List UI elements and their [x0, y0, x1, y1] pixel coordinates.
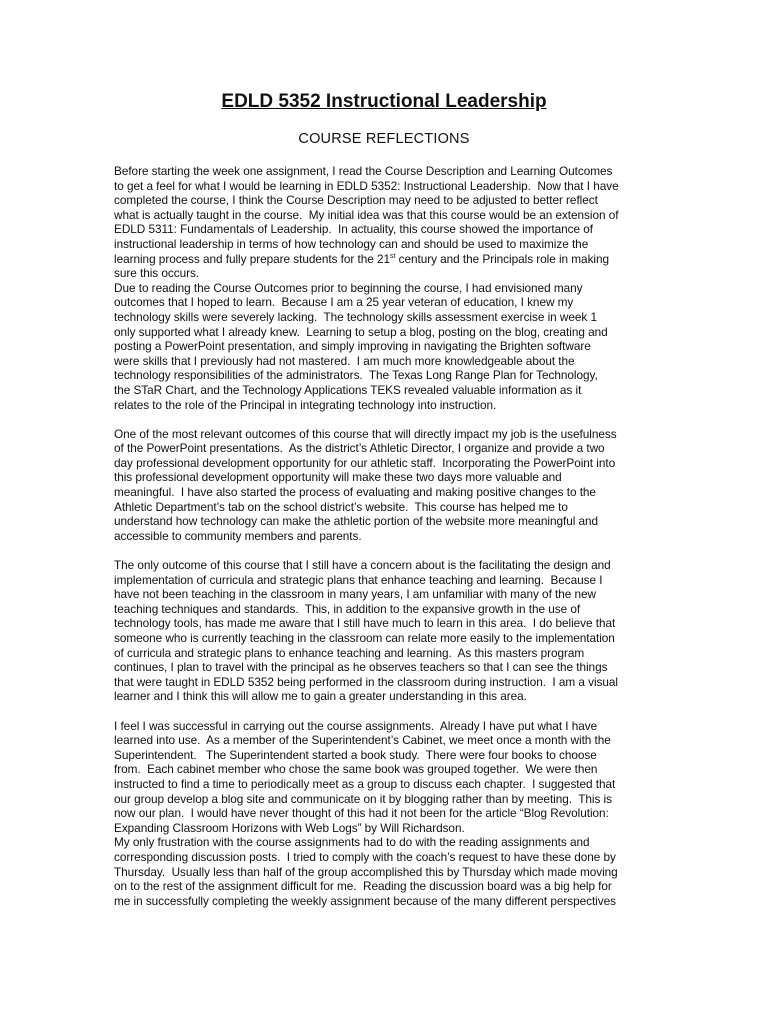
text-line: understand how technology can make the athletic portion of the website more meaningful and	[114, 514, 599, 529]
text-line: sure this occurs.	[114, 266, 200, 281]
text-line: on to the rest of the assignment difficult for me. Reading the discussion board was a big help for	[114, 879, 612, 894]
text-line: Expanding Classroom Horizons with Web Logs” by Will Richardson.	[114, 820, 465, 835]
text-line: from. Each cabinet member who chose the same book was grouped together. We were then	[114, 762, 598, 777]
text-line: that were taught in EDLD 5352 being performed in the classroom during instruction. I am a visual	[114, 674, 618, 689]
text-line: of curricula and strategic plans to enhance teaching and learning. As this masters program	[114, 645, 585, 660]
paragraph	[114, 164, 658, 281]
text-line: of the PowerPoint presentations. As the district’s Athletic Director, I organize and provide a two	[114, 441, 605, 456]
text-line: My only frustration with the course assignments had to do with the reading assignments and	[114, 835, 590, 850]
paragraph	[114, 281, 658, 412]
text-line: me in successfully completing the weekly assignment because of the many different perspectives	[114, 893, 616, 908]
paragraph-gap	[114, 543, 658, 558]
text-line: EDLD 5311: Fundamentals of Leadership. In actuality, this course showed the importance of	[114, 222, 594, 237]
document-title: EDLD 5352 Instructional Leadership	[221, 91, 547, 112]
text-line: instructed to find a time to periodically meet as a group to discuss each chapter. I suggested that	[114, 776, 616, 791]
text-line: what is actually taught in the course. My initial idea was that this course would be an extension of	[114, 207, 619, 222]
paragraph	[114, 427, 658, 544]
text-line: continues, I plan to travel with the principal as he observes teachers so that I can see the things	[114, 660, 608, 675]
document-subtitle: COURSE REFLECTIONS	[298, 131, 470, 147]
text-line: One of the most relevant outcomes of this course that will directly impact my job is the usefulness	[114, 426, 617, 441]
text-line: Thursday. Usually less than half of the group accomplished this by Thursday which made moving	[114, 864, 618, 879]
text-line: corresponding discussion posts. I tried to comply with the coach’s request to have these done by	[114, 849, 616, 864]
text-fragment: learning process and fully prepare students for the 21	[114, 251, 391, 266]
text-line: technology tools, has made me aware that I still have much to learn in this area. I do believe that	[114, 616, 616, 631]
paragraph	[114, 835, 658, 908]
text-line: learner and I think this will allow me to gain a greater understanding in this area.	[114, 689, 527, 704]
superscript: st	[390, 252, 396, 260]
paragraph-gap	[114, 412, 658, 427]
text-line: teaching techniques and standards. This, in addition to the expansive growth in the use of	[114, 601, 581, 616]
text-line: now our plan. I would have never thought of this had it not been for the article “Blog Revolution:	[114, 806, 609, 821]
paragraph	[114, 719, 658, 836]
paragraph	[114, 558, 658, 704]
text-line	[114, 252, 658, 267]
text-line: instructional leadership in terms of how technology can and should be used to maximize the	[114, 236, 589, 251]
text-fragment: century and the Principals role in making	[395, 251, 610, 266]
text-line: Superintendent. The Superintendent started a book study. There were four books to choose	[114, 747, 597, 762]
text-line: I feel I was successful in carrying out the course assignments. Already I have put what I have	[114, 718, 598, 733]
text-line: accessible to community members and parents.	[114, 528, 362, 543]
text-line: The only outcome of this course that I still have a concern about is the facilitating the design and	[114, 558, 611, 573]
text-line: the STaR Chart, and the Technology Applications TEKS revealed valuable information as it	[114, 382, 582, 397]
paragraph-gap	[114, 704, 658, 719]
text-line: Athletic Department’s tab on the school district’s website. This course has helped me to	[114, 499, 568, 514]
text-line: completed the course, I think the Course Description may need to be adjusted to better reflect	[114, 193, 598, 208]
text-line: outcomes that I hoped to learn. Because I am a 25 year veteran of education, I knew my	[114, 295, 574, 310]
text-line: meaningful. I have also started the process of evaluating and making positive changes to the	[114, 485, 596, 500]
text-line: technology responsibilities of the administrators. The Texas Long Range Plan for Technology,	[114, 368, 598, 383]
text-line: posting a PowerPoint presentation, and simply improving in navigating the Brighten software	[114, 339, 591, 354]
text-line: have not been teaching in the classroom in many years, I am unfamiliar with many of the new	[114, 587, 596, 602]
text-line: Due to reading the Course Outcomes prior to beginning the course, I had envisioned many	[114, 280, 583, 295]
document-body	[114, 164, 658, 908]
text-line: were skills that I previously had not mastered. I am much more knowledgeable about the	[114, 353, 575, 368]
text-line: implementation of curricula and strategic plans that enhance teaching and learning. Because I	[114, 572, 603, 587]
text-line: learned into use. As a member of the Superintendent’s Cabinet, we meet once a month with the	[114, 733, 611, 748]
text-line: only supported what I already knew. Learning to setup a blog, posting on the blog, creating and	[114, 324, 608, 339]
text-line: to get a feel for what I would be learning in EDLD 5352: Instructional Leadership. Now that I have	[114, 178, 619, 193]
text-line: our group develop a blog site and communicate on it by blogging rather than by meeting. This is	[114, 791, 612, 806]
text-line: someone who is currently teaching in the classroom can relate more easily to the implementation	[114, 631, 615, 645]
text-line: day professional development opportunity for our athletic staff. Incorporating the PowerPoint into	[114, 455, 616, 470]
text-line: Before starting the week one assignment, I read the Course Description and Learning Outcomes	[114, 164, 613, 178]
text-line: technology skills were severely lacking. The technology skills assessment exercise in week 1	[114, 309, 597, 324]
text-line: this professional development opportunity will make these two days more valuable and	[114, 470, 562, 485]
text-line: relates to the role of the Principal in integrating technology into instruction.	[114, 397, 497, 412]
